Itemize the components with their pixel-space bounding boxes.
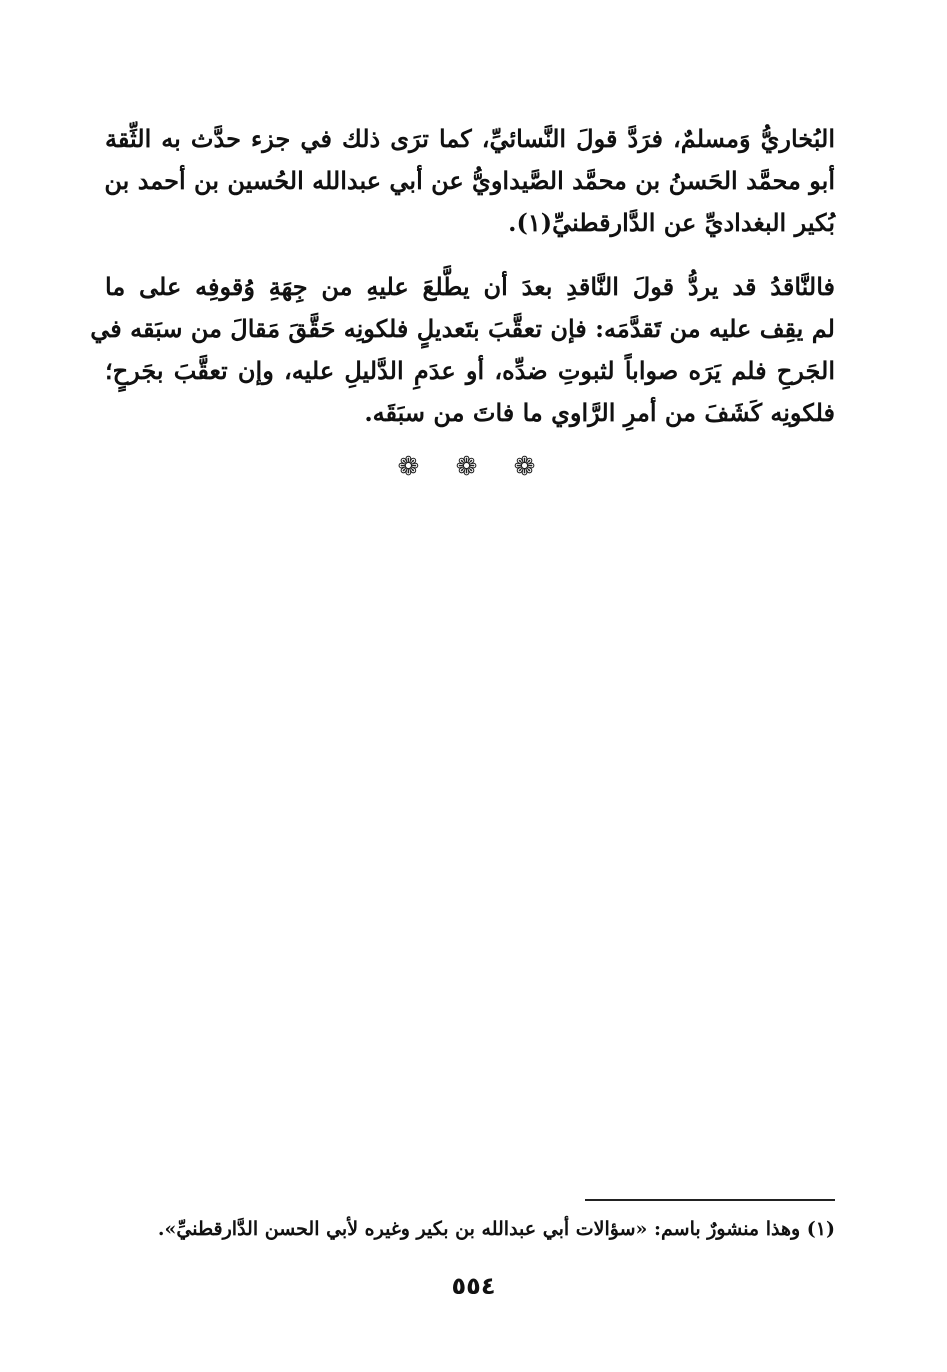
paragraph-line: البُخاريُّ وَمسلمٌ، فرَدَّ قولَ النَّسائيِّ، كما ترَى ذلك في جزء حدَّث به الثِّقة: [105, 124, 835, 153]
page-number: ٥٥٤: [451, 1272, 496, 1300]
section-divider-ornaments: ❁ ❁ ❁: [397, 452, 550, 482]
paragraph-line: فالنَّاقدُ قد يردُّ قولَ النَّاقدِ بعدَ أن يطَّلعَ عليهِ من جِهَةِ وُقوفِه على ما: [105, 272, 835, 301]
paragraph-line: الجَرحِ فلم يَرَه صواباً لثبوتِ ضدِّه، أو عدَمِ الدَّليلِ عليه، وإن تعقَّبَ بجَرحٍ؛: [105, 356, 835, 385]
paragraph-line: أبو محمَّد الحَسنُ بن محمَّد الصَّيداويُّ عن أبي عبدالله الحُسين بن أحمد بن: [104, 166, 835, 195]
footnote-separator: [585, 1199, 835, 1201]
paragraph-line: فلكونِه كَشَفَ من أمرِ الرَّاوي ما فاتَ من سبَقَه.: [364, 398, 835, 427]
paragraph-2: [90, 266, 835, 434]
paragraph-1: [105, 118, 835, 244]
paragraph-line: لم يقِف عليه من تَقدَّمَه: فإن تعقَّبَ بتَعديلٍ فلكونِه حَقَّقَ مَقالَ من سبَقه في: [90, 314, 835, 343]
footnote: (١) وهذا منشورٌ باسم: «سؤالات أبي عبدالله بن بكير وغيره لأبي الحسن الدَّارقطنيِّ».: [157, 1218, 835, 1240]
paragraph-line: بُكير البغداديِّ عن الدَّارقطنيِّ(١).: [508, 208, 835, 237]
